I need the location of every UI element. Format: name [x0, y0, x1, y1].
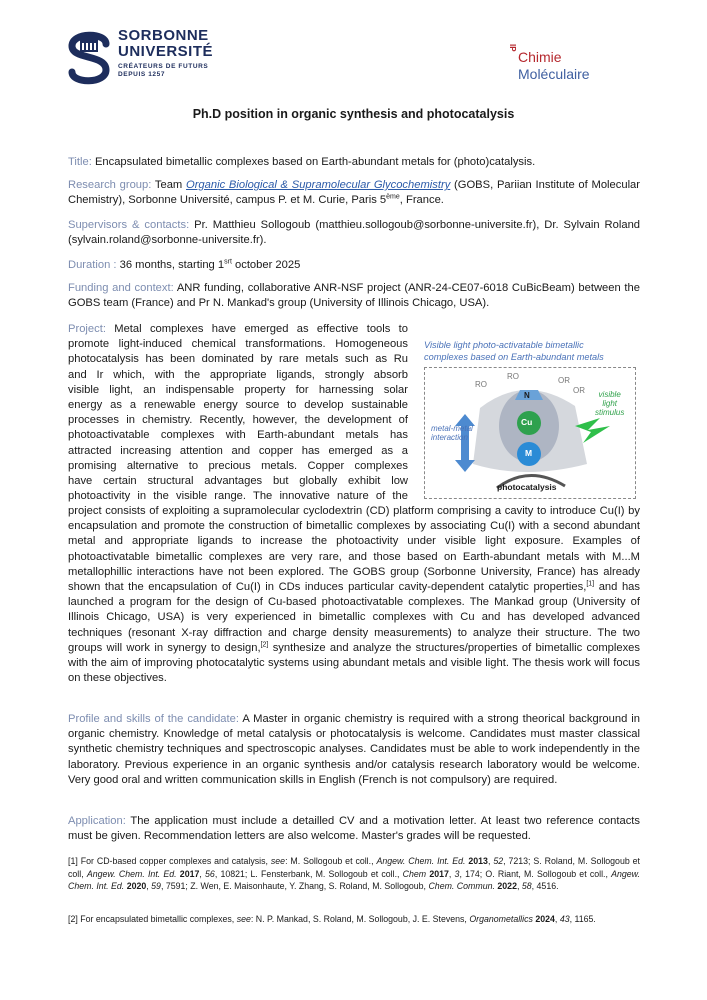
stimulus-label-line1: visible	[598, 390, 621, 399]
project-wide-text-3: synthesize and analyze the structures/properties of bimetallic complexes with the aim of improving photocatalytic systems using abundant metals and visible light. The thesis work will focus on these objectives.	[68, 641, 640, 685]
reference-year: 2017	[179, 868, 200, 879]
profile-text: A Master in organic chemistry is required with a strong theorical background in organic chemistry. Knowledge of metal catalysis or photocatalysis is welcome. Candidates must master classical synthetic chemistry techniques and spectroscopic analyses. Candidates must be able to work independently in the laboratory. Previous experience in an organic synthesis and/or catalysis research laboratory would be welcome. Very good oral and written communication skills in English (French is not compulsory) are required.	[68, 713, 640, 786]
application-label: Application:	[68, 815, 126, 827]
project-wide-text-2: and has launched a program for the design of Cu-based photoactivatable complexes. The Mankad group (University of Illinois Chicago, USA) is very experienced in bimetallic complexes with Cu and has developed advanced techniques (resonant X-ray diffraction and charge density measurements) to analyze their structure. The two groups will work in synergy to design,	[68, 581, 641, 654]
reference-text: , 1165.	[569, 914, 596, 924]
reference-volume: 58	[521, 881, 532, 892]
funding-label: Funding and context:	[68, 282, 174, 294]
university-name	[118, 28, 213, 60]
duration-section	[68, 258, 640, 273]
n-label: N	[524, 391, 530, 400]
project-line: photocatalysis has been dominated by rare metals such as Ru	[68, 353, 408, 366]
reference-text: For encapsulated bimetallic complexes,	[80, 914, 235, 924]
interaction-arrow-icon	[455, 414, 475, 472]
page-title: Ph.D position in organic synthesis and photocatalysis	[192, 107, 515, 121]
cu-label: Cu	[521, 417, 533, 427]
reference-text: : N. P. Mankad, S. Roland, M. Sollogoub, J. E. Stevens,	[250, 914, 467, 924]
ro-label-2: RO	[507, 372, 519, 381]
stimulus-label	[595, 390, 624, 417]
project-line: processes in chemistry. Recently, however, the development of	[68, 414, 408, 427]
ref-marker-2: [2]	[260, 641, 269, 649]
project-line: promote light-induced chemical transformations. Homogeneous	[68, 338, 408, 351]
photocatalysis-label: photocatalysis	[497, 482, 557, 492]
figure-box	[424, 367, 636, 499]
title-text: Encapsulated bimetallic complexes based on Earth-abundant metals for (photo)catalysis.	[94, 156, 536, 168]
project-line: photoactivity in the visible range. The innovative nature of the	[68, 490, 408, 503]
project-wide-text-1: project consists of exploiting a supramolecular cyclodextrin (CD) platform comprising a cavity to introduce Cu(I) by encapsulation and promote the construction of bimetallic complexes by associating Cu(I) with a second abundant metal and appropriate ligands to increase the photoactivity under visible light exposure. Examples of photoactivatable bimetallic complexes are very rare, and those based on Earth-abundant metals with M...M metallophillic interactions have not been explored. The GOBS group (Sorbonne University, France) has already shown that the encapsulation of Cu(I) in CDs induces particular cavity-dependent catalytic properties,	[68, 505, 640, 594]
reference-year: 2017	[429, 868, 449, 879]
reference-see: see	[270, 856, 286, 866]
figure-caption	[424, 339, 640, 363]
title-section	[68, 155, 640, 170]
reference-journal: Angew. Chem. Int. Ed.	[68, 868, 640, 892]
sorbonne-logo	[66, 26, 256, 88]
research-group-link[interactable]: Organic Biological & Supramolecular Glycochemistry	[186, 179, 451, 191]
figure-caption-line1: Visible light photo-activatable bimetallic	[424, 340, 584, 350]
figure-caption-line2: complexes based on Earth-abundant metals	[424, 352, 604, 362]
reference-year: 2024	[535, 914, 555, 924]
reference-journal: Chem	[402, 868, 427, 879]
sorbonne-emblem-icon	[66, 26, 112, 88]
reference-year: 2013	[468, 856, 488, 866]
project-label: Project:	[68, 323, 106, 335]
reference-2-number: [2]	[68, 914, 78, 924]
reference-journal: Angew. Chem. Int. Ed.	[86, 868, 177, 879]
lab-logo-prefix: IP	[508, 44, 517, 52]
interaction-label-line1: metal-metal	[431, 424, 473, 433]
ref-marker-1: [1]	[586, 580, 595, 588]
funding-section	[68, 281, 640, 311]
research-group-section	[68, 178, 640, 208]
reference-year: 2022	[497, 881, 517, 892]
duration-text-after: october 2025	[235, 259, 301, 271]
interaction-label	[431, 424, 473, 442]
project-line: and Ir which, with the appropriate ligands, strongly absorb	[68, 368, 408, 381]
application-section	[68, 814, 640, 844]
university-tagline	[118, 63, 208, 79]
m-label: M	[525, 448, 533, 458]
stimulus-label-line3: stimulus	[595, 408, 625, 417]
research-group-text-after: , France.	[399, 194, 444, 207]
project-narrow	[68, 322, 408, 504]
project-wide	[68, 504, 640, 686]
reference-volume: 56	[205, 868, 215, 879]
project-line: visible light, an indispensable property for harnessing solar	[68, 383, 408, 396]
university-tagline-line2: DEPUIS 1257	[118, 71, 166, 78]
duration-text-before: 36 months, starting 1	[119, 259, 225, 271]
reference-volume: 43	[559, 914, 570, 924]
reference-1-number: [1]	[68, 856, 78, 866]
lab-logo	[506, 44, 646, 88]
reference-volume: 3	[454, 868, 460, 879]
reference-text: , 4516.	[531, 881, 559, 892]
lab-logo-line2: Moléculaire	[518, 66, 590, 82]
title-label: Title:	[68, 156, 92, 168]
reference-journal: Organometallics	[469, 914, 533, 924]
supervisors-section	[68, 218, 640, 248]
duration-sup: srt	[224, 258, 232, 266]
interaction-label-line2: interaction	[431, 433, 468, 442]
profile-section	[68, 712, 640, 788]
duration-label: Duration :	[68, 259, 117, 271]
research-group-label: Research group:	[68, 179, 152, 191]
reference-see: see	[236, 914, 251, 924]
or-label-1: OR	[558, 376, 570, 385]
lab-logo-line1: Chimie	[518, 49, 562, 65]
reference-volume: 52	[493, 856, 504, 866]
reference-journal: Chem. Commun.	[428, 881, 495, 892]
project-line: photoactivatable complexes with Earth-abundant metals has	[68, 429, 408, 442]
supervisors-text: Pr. Matthieu Sollogoub (matthieu.sollogoub@sorbonne-universite.fr), Dr. Sylvain Roland (sylvain.roland@sorbonne-universite.fr).	[68, 219, 641, 247]
project-line: promising alternative to precious metals. Copper complexes	[68, 459, 408, 472]
or-label-2: OR	[573, 386, 585, 395]
university-tagline-line1: CRÉATEURS DE FUTURS	[118, 63, 209, 70]
research-group-text-mid: (GOBS, Pariian Institute of Molecular Chemistry), Sorbonne Université, campus P. et M. Curie, Paris 5	[68, 179, 641, 207]
reference-text: , 174; O. Riant, M. Sollogoub et coll.,	[459, 868, 608, 879]
reference-2: [2] For encapsulated bimetallic complexes, see: N. P. Mankad, S. Roland, M. Sollogoub, J. E. Stevens, Organometallics 2024, 43, 1165.	[68, 914, 596, 924]
application-text: The application must include a detailled CV and a motivation letter. At least two reference contacts must be given. Recommendation letters are also welcome. Master's grades will be requested.	[68, 815, 641, 843]
profile-label: Profile and skills of the candidate:	[68, 713, 239, 725]
reference-text: , 7591; Z. Wen, E. Maisonhaute, Y. Zhang, S. Roland, M. Sollogoub,	[160, 881, 426, 892]
figure	[424, 339, 640, 511]
research-group-sup: ème	[386, 193, 400, 201]
project-line: attracted increasing attention and copper has emerged as a	[68, 444, 408, 457]
supervisors-label: Supervisors & contacts:	[68, 219, 190, 231]
reference-journal: Angew. Chem. Int. Ed.	[376, 856, 466, 866]
reference-text: , 10821; L. Fensterbank, M. Sollogoub et coll.,	[214, 868, 400, 879]
reference-year: 2020	[126, 881, 147, 892]
project-line: have certain structural advantages but globally exhibit low	[68, 475, 408, 488]
university-name-line1: SORBONNE	[118, 27, 209, 44]
stimulus-label-line2: light	[602, 399, 618, 408]
ro-label-1: RO	[475, 380, 487, 389]
research-group-text-before: Team	[154, 179, 183, 191]
reference-text: : M. Sollogoub et coll.,	[285, 856, 374, 866]
project-line	[68, 322, 408, 337]
reference-1: [1] For CD-based copper complexes and catalysis, see: M. Sollogoub et coll., Angew. Chem. Int. Ed. 2013, 52, 7213; S. Roland, M. Sollogoub et coll, Angew. Chem. Int. Ed. 2017, 56, 10821; L. Fensterbank, M. Sollogoub et coll., Chem 2017, 3, 174; O. Riant, M. Sollogoub et coll., Angew. Chem. Int. Ed. 2020, 59, 7591; Z. Wen, E. Maisonhaute, Y. Zhang, S. Roland, M. Sollogoub, Chem. Commun. 2022, 58, 4516.	[68, 856, 640, 892]
university-name-line2: UNIVERSITÉ	[118, 43, 214, 60]
reference-volume: 59	[151, 881, 161, 892]
reference-text: For CD-based copper complexes and catalysis,	[80, 856, 268, 866]
project-line-text: Metal complexes have emerged as effective tools to	[114, 323, 408, 335]
project-line: energy as a renewable energy source to develop sustainable	[68, 399, 408, 412]
funding-text: ANR funding, collaborative ANR-NSF project (ANR-24-CE07-6018 CuBicBeam) between the GOBS team (France) and Pr N. Mankad's group (University of Illinois Chicago, USA).	[68, 282, 640, 310]
reference-text: , 7213; S. Roland, M. Sollogoub et coll,	[68, 856, 640, 879]
